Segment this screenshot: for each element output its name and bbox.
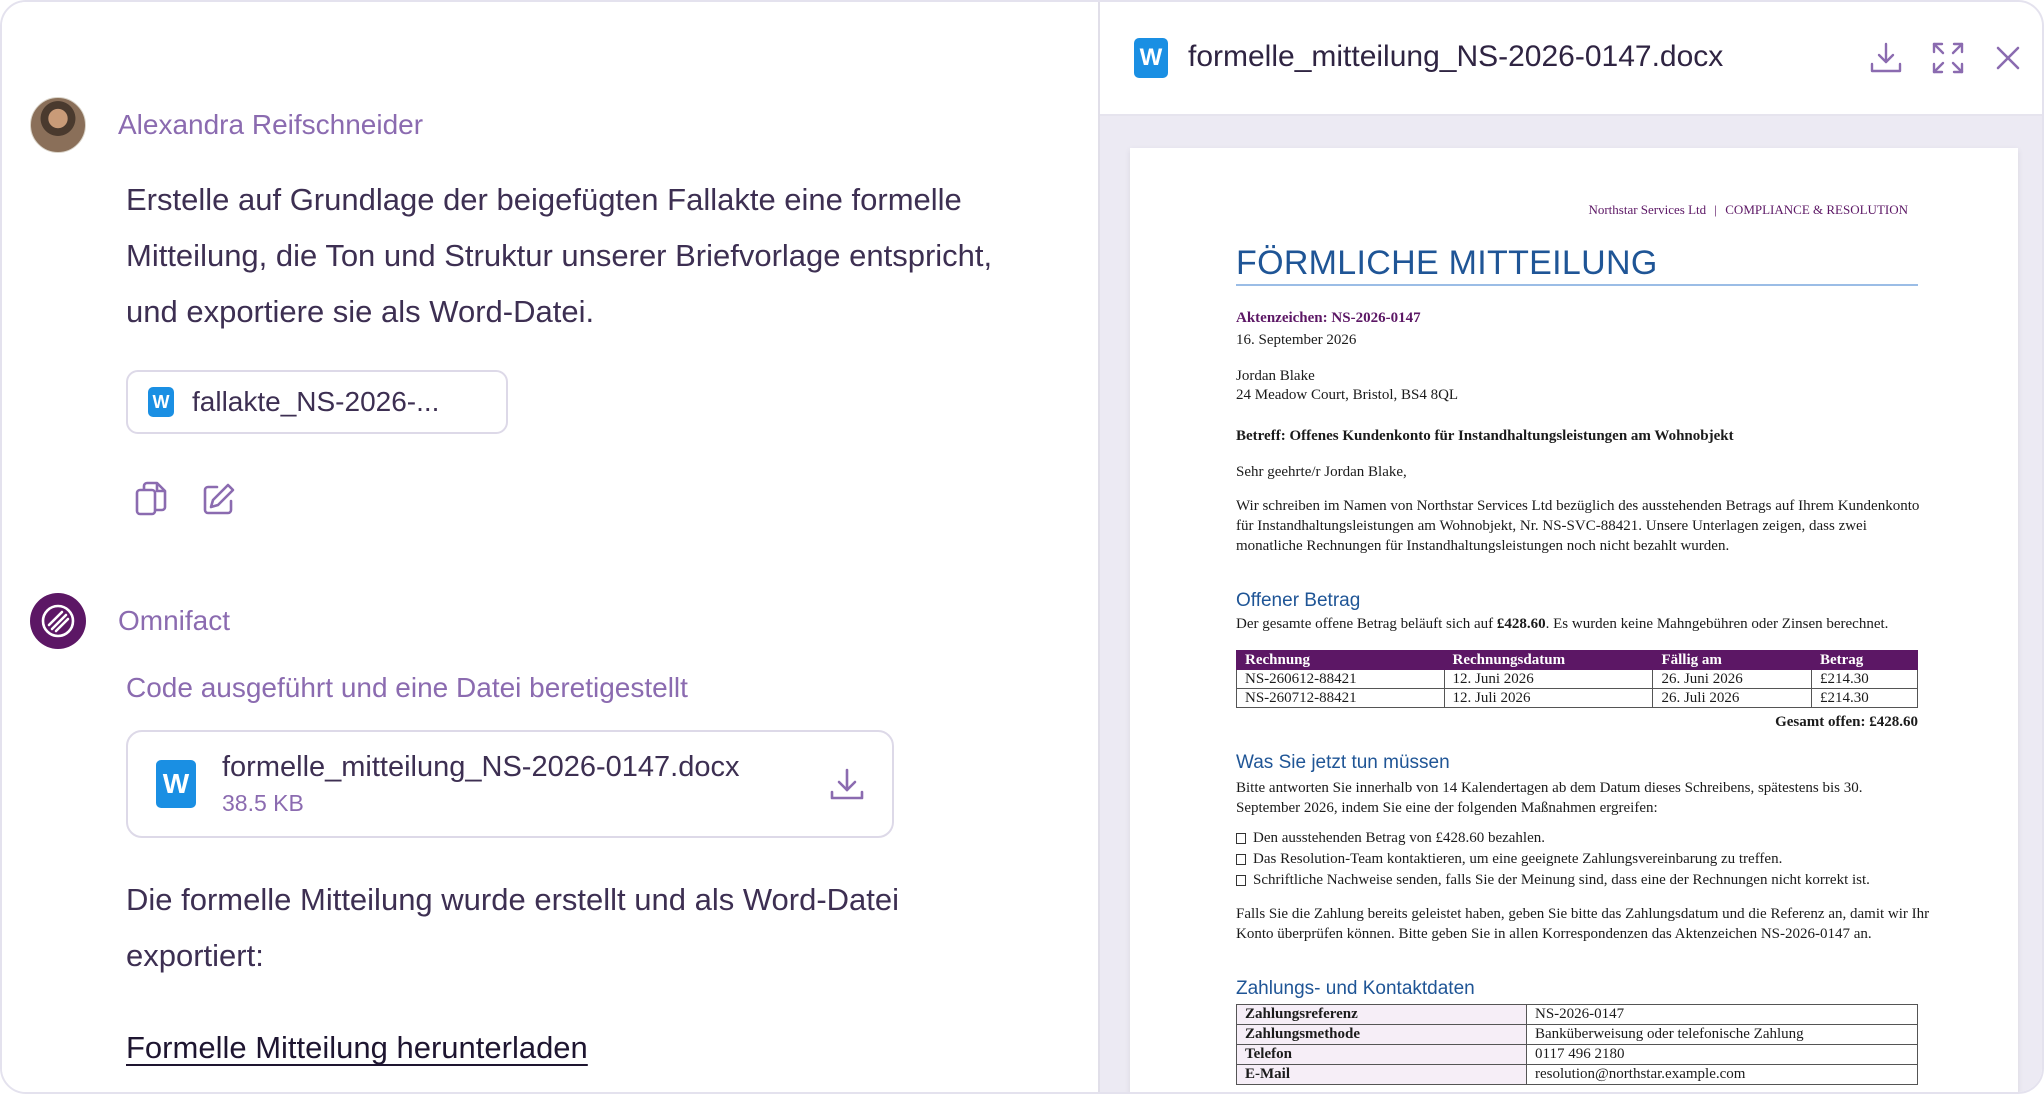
table-cell: 0117 496 2180 <box>1527 1045 1918 1065</box>
table-header: Betrag <box>1811 651 1917 670</box>
doc-date: 16. September 2026 <box>1236 332 1357 348</box>
tool-status-text: Code ausgeführt und eine Datei beretigestellt <box>126 672 688 703</box>
checkbox-icon <box>1236 875 1246 886</box>
attachment-name: fallakte_NS-2026-... <box>192 386 440 417</box>
table-cell: 12. Juli 2026 <box>1444 689 1653 708</box>
table-cell: £214.30 <box>1811 689 1917 708</box>
doc-intro: Wir schreiben im Namen von Northstar Services Ltd bezüglich des ausstehenden Betrags auf Ihrem Kundenkonto für Instandhaltungsleistungen am Wohnobjekt, Nr. NS-SVC-88421. Unsere Unterlagen zeigen, dass zwei monatliche Rechnungen für Instandhaltungsleistungen noch nicht bezahlt wurden. <box>1236 498 1920 554</box>
list-item <box>1236 870 1870 891</box>
table-cell: resolution@northstar.example.com <box>1527 1065 1918 1085</box>
message-actions <box>132 480 238 518</box>
table-header: Rechnungsdatum <box>1444 651 1653 670</box>
table-row <box>1237 1045 1918 1065</box>
download-icon[interactable] <box>828 766 866 809</box>
preview-header <box>1100 2 2044 116</box>
chat-panel <box>2 2 1098 1094</box>
avatar <box>30 97 86 153</box>
doc-recipient-address: 24 Meadow Court, Bristol, BS4 8QL <box>1236 387 1459 403</box>
doc-closing-text: Falls Sie die Zahlung bereits geleistet haben, geben Sie bitte das Zahlungsdatum und die Referenz an, damit wir Ihr Konto überprüfen können. Bitte geben Sie in allen Korrespondenzen das Aktenzeichen NS-2026-0147 an. <box>1236 906 1930 942</box>
table-row <box>1237 689 1918 708</box>
doc-recipient-name: Jordan Blake <box>1236 368 1315 384</box>
doc-section2-text: Bitte antworten Sie innerhalb von 14 Kalendertagen ab dem Datum dieses Schreibens, spätestens bis 30. September 2026, indem Sie eine der folgenden Maßnahmen ergreifen: <box>1236 780 1863 816</box>
doc-reference: Aktenzeichen: NS-2026-0147 <box>1236 310 1421 326</box>
word-icon: W <box>1134 38 1168 78</box>
option-text: Das Resolution-Team kontaktieren, um eine geeignete Zahlungsvereinbarung zu treffen. <box>1253 851 1783 867</box>
word-icon: W <box>156 760 196 808</box>
doc-section1-pre: Der gesamte offene Betrag beläuft sich auf <box>1236 616 1497 632</box>
doc-section1-text <box>1236 614 1996 634</box>
table-cell: Zahlungsreferenz <box>1237 1005 1527 1025</box>
bot-message-text: Die formelle Mitteilung wurde erstellt und als Word-Datei exportiert: <box>126 882 900 973</box>
edit-icon[interactable] <box>200 480 238 518</box>
attachment-chip[interactable] <box>126 370 508 434</box>
table-cell: £214.30 <box>1811 670 1917 689</box>
doc-section-heading: Zahlungs- und Kontaktdaten <box>1236 978 1475 999</box>
table-cell: NS-2026-0147 <box>1527 1005 1918 1025</box>
doc-options-list <box>1236 828 1870 891</box>
table-header: Fällig am <box>1653 651 1811 670</box>
expand-icon[interactable] <box>1928 38 1968 78</box>
list-item <box>1236 849 1870 870</box>
option-text: Schriftliche Nachweise senden, falls Sie der Meinung sind, dass eine der Rechnungen nicht korrekt ist. <box>1253 872 1870 888</box>
table-row <box>1237 1005 1918 1025</box>
option-text: Den ausstehenden Betrag von £428.60 bezahlen. <box>1253 830 1545 846</box>
payment-table <box>1236 1004 1918 1085</box>
generated-file-card[interactable] <box>126 730 894 838</box>
table-cell: NS-260612-88421 <box>1237 670 1445 689</box>
user-message-header <box>30 97 423 153</box>
table-header: Rechnung <box>1237 651 1445 670</box>
doc-total: Gesamt offen: £428.60 <box>1775 714 1918 730</box>
doc-title-rule <box>1236 284 1918 286</box>
table-row <box>1237 1025 1918 1045</box>
checkbox-icon <box>1236 833 1246 844</box>
close-icon[interactable] <box>1988 38 2028 78</box>
document-preview-panel <box>1098 2 2044 1094</box>
table-cell: 26. Juli 2026 <box>1653 689 1811 708</box>
table-cell: Zahlungsmethode <box>1237 1025 1527 1045</box>
word-icon: W <box>148 387 174 417</box>
doc-header: Northstar Services Ltd | COMPLIANCE & RESOLUTION <box>1588 202 1908 217</box>
doc-header-dept: COMPLIANCE & RESOLUTION <box>1725 202 1908 217</box>
doc-salutation: Sehr geehrte/r Jordan Blake, <box>1236 464 1407 480</box>
table-row <box>1237 1065 1918 1085</box>
doc-section-heading: Was Sie jetzt tun müssen <box>1236 752 1450 773</box>
user-message-text: Erstelle auf Grundlage der beigefügten Fallakte eine formelle Mitteilung, die Ton und Struktur unserer Briefvorlage entspricht, und exportiere sie als Word-Datei. <box>126 182 993 329</box>
copy-icon[interactable] <box>132 480 170 518</box>
doc-section-heading: Offener Betrag <box>1236 590 1361 611</box>
doc-title: FÖRMLICHE MITTEILUNG <box>1236 244 1658 282</box>
table-cell: NS-260712-88421 <box>1237 689 1445 708</box>
table-cell: 26. Juni 2026 <box>1653 670 1811 689</box>
user-name: Alexandra Reifschneider <box>118 109 424 140</box>
list-item <box>1236 828 1870 849</box>
table-cell: 12. Juni 2026 <box>1444 670 1653 689</box>
checkbox-icon <box>1236 854 1246 865</box>
doc-subject: Betreff: Offenes Kundenkonto für Instandhaltungsleistungen am Wohnobjekt <box>1236 428 1734 444</box>
bot-message-header <box>30 593 230 649</box>
table-cell: Telefon <box>1237 1045 1527 1065</box>
omnifact-logo-icon <box>30 593 86 649</box>
doc-section1-post: . Es wurden keine Mahngebühren oder Zinsen berechnet. <box>1545 616 1889 632</box>
preview-title: formelle_mitteilung_NS-2026-0147.docx <box>1188 40 1724 73</box>
file-name: formelle_mitteilung_NS-2026-0147.docx <box>222 751 740 783</box>
doc-header-company: Northstar Services Ltd <box>1588 202 1707 217</box>
download-icon[interactable] <box>1866 38 1906 78</box>
doc-section1-amount: £428.60 <box>1496 616 1546 632</box>
document-page <box>1130 148 2018 1094</box>
invoice-table <box>1236 650 1918 708</box>
table-cell: Banküberweisung oder telefonische Zahlung <box>1527 1025 1918 1045</box>
bot-name: Omnifact <box>118 605 231 636</box>
file-size: 38.5 KB <box>222 790 304 816</box>
table-row <box>1237 670 1918 689</box>
table-cell: E-Mail <box>1237 1065 1527 1085</box>
download-link[interactable]: Formelle Mitteilung herunterladen <box>126 1030 588 1065</box>
